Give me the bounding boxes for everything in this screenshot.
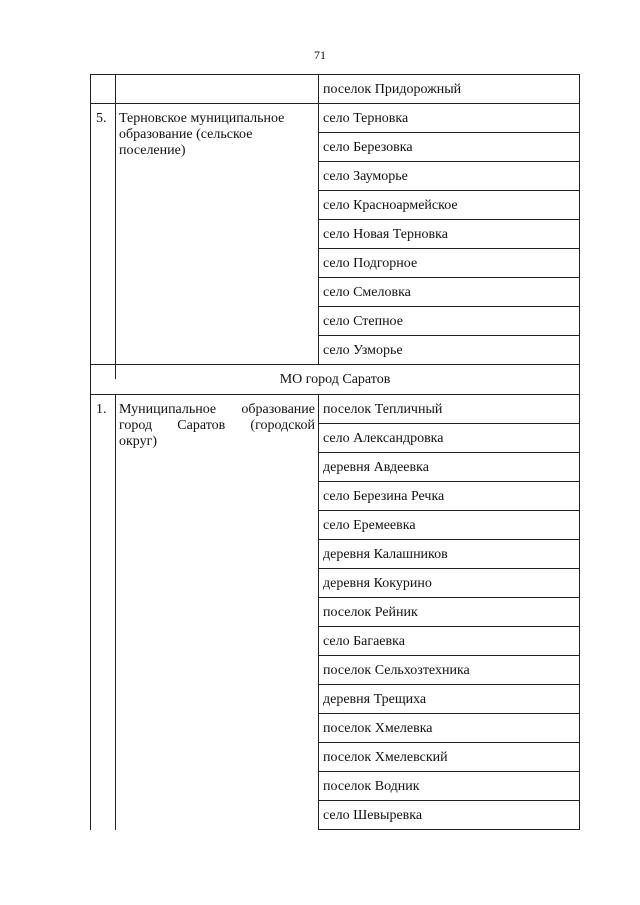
- settlement-cell: село Новая Терновка: [323, 227, 448, 242]
- municipality-name-line: Муниципальное образование: [119, 402, 315, 417]
- settlement-cell: село Багаевка: [323, 634, 405, 649]
- row-line: [90, 103, 580, 104]
- settlements-table: [90, 74, 580, 830]
- settlement-cell: деревня Авдеевка: [323, 460, 429, 475]
- municipality-name-line: округ): [119, 434, 158, 449]
- settlement-cell: поселок Водник: [323, 779, 420, 794]
- row-line: [318, 626, 580, 627]
- row-line: [318, 248, 580, 249]
- row-line: [90, 74, 580, 75]
- municipality-name-line: город Саратов (городской: [119, 418, 315, 433]
- settlement-cell: село Терновка: [323, 111, 409, 126]
- settlement-cell: село Еремеевка: [323, 518, 416, 533]
- row-line: [90, 394, 580, 395]
- settlement-cell: поселок Сельхозтехника: [323, 663, 470, 678]
- settlement-cell: поселок Рейник: [323, 605, 418, 620]
- settlement-cell: село Узморье: [323, 343, 403, 358]
- settlement-cell: село Березина Речка: [323, 489, 445, 504]
- settlement-cell: село Шевыревка: [323, 808, 423, 823]
- row-line: [318, 219, 580, 220]
- column-divider-number: [115, 394, 116, 830]
- row-line: [318, 335, 580, 336]
- settlement-cell: село Смеловка: [323, 285, 411, 300]
- column-divider-number: [115, 74, 116, 379]
- row-line: [318, 132, 580, 133]
- municipality-name-line: Терновское муниципальное: [119, 111, 285, 126]
- row-line: [318, 597, 580, 598]
- row-number: 1.: [96, 402, 107, 417]
- row-line: [318, 568, 580, 569]
- row-line: [318, 655, 580, 656]
- row-line: [318, 452, 580, 453]
- row-line: [318, 510, 580, 511]
- table-border-left: [90, 74, 91, 830]
- row-line: [318, 829, 580, 830]
- row-line: [90, 364, 580, 365]
- municipality-name-line: поселение): [119, 143, 186, 158]
- row-line: [318, 684, 580, 685]
- row-line: [318, 800, 580, 801]
- row-number: 5.: [96, 111, 107, 126]
- settlement-cell: село Александровка: [323, 431, 444, 446]
- settlement-cell: село Красноармейское: [323, 198, 458, 213]
- page-number: 71: [314, 48, 326, 62]
- settlement-cell: поселок Тепличный: [323, 402, 443, 417]
- row-line: [318, 539, 580, 540]
- row-line: [318, 277, 580, 278]
- settlement-cell: поселок Хмелевка: [323, 721, 433, 736]
- settlement-cell: деревня Кокурино: [323, 576, 432, 591]
- row-line: [318, 306, 580, 307]
- settlement-cell: село Березовка: [323, 140, 413, 155]
- municipality-name-line: образование (сельское: [119, 127, 253, 142]
- row-line: [318, 771, 580, 772]
- settlement-cell: поселок Придорожный: [323, 82, 462, 97]
- settlement-cell: деревня Трещиха: [323, 692, 427, 707]
- settlement-cell: деревня Калашников: [323, 547, 448, 562]
- group-title: МО город Саратов: [279, 372, 391, 387]
- settlement-cell: село Подгорное: [323, 256, 418, 271]
- column-divider-name: [318, 394, 319, 830]
- row-line: [318, 190, 580, 191]
- row-line: [318, 742, 580, 743]
- row-line: [318, 713, 580, 714]
- row-line: [318, 423, 580, 424]
- settlement-cell: село Степное: [323, 314, 403, 329]
- settlement-cell: село Зауморье: [323, 169, 408, 184]
- row-line: [318, 161, 580, 162]
- settlement-cell: поселок Хмелевский: [323, 750, 448, 765]
- row-line: [318, 481, 580, 482]
